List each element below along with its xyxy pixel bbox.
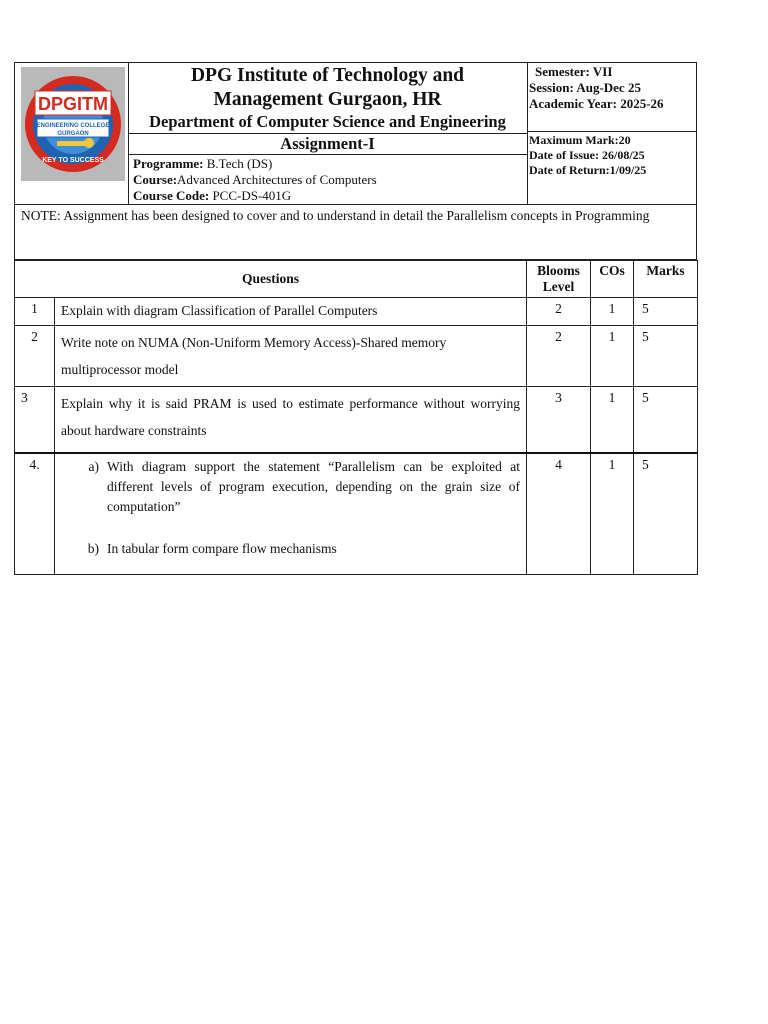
- course-code-value: PCC-DS-401G: [209, 188, 292, 203]
- question-text: Explain with diagram Classification of Parallel Computers: [55, 298, 527, 326]
- assignment-title: Assignment-I: [280, 134, 375, 153]
- header-block: [14, 62, 697, 205]
- question-text: Explain why it is said PRAM is used to estimate performance without worrying about hardware constraints: [55, 387, 527, 453]
- sub-question-text: With diagram support the statement “Parallelism can be exploited at different levels of program execution, depending on the grain size of computation”: [107, 458, 521, 514]
- marks-value: 5: [634, 298, 698, 326]
- divider: [128, 154, 527, 155]
- programme-value: B.Tech (DS): [203, 156, 273, 171]
- question-number: 1: [15, 298, 55, 326]
- blooms-level: 4: [527, 453, 591, 575]
- session-info: [527, 63, 696, 132]
- question-number: 3: [15, 387, 55, 453]
- logo-cell: [15, 63, 129, 204]
- logo-motto: KEY TO SUCCESS: [42, 157, 104, 164]
- marks-header: Marks: [634, 261, 698, 298]
- course-details: [133, 156, 377, 204]
- programme-label: Programme:: [133, 156, 204, 171]
- course-code-label: Course Code:: [133, 188, 210, 203]
- college-logo-emblem: [21, 67, 125, 181]
- cos-value: 1: [591, 326, 634, 387]
- cos-value: 1: [591, 387, 634, 453]
- course-value: Advanced Architectures of Computers: [177, 172, 377, 187]
- blooms-level: 2: [527, 326, 591, 387]
- institute-name-line2: Management Gurgaon, HR: [213, 89, 442, 110]
- sub-question-label: b): [87, 540, 99, 556]
- table-row: [15, 387, 698, 453]
- date-of-return: Date of Return:1/09/25: [529, 163, 647, 177]
- table-row: [15, 298, 698, 326]
- academic-year: Academic Year: 2025-26: [529, 96, 664, 111]
- marks-value: 5: [634, 453, 698, 575]
- sub-question-label: a): [88, 458, 99, 474]
- table-row: [15, 326, 698, 387]
- college-logo: [21, 67, 125, 181]
- cos-value: 1: [591, 453, 634, 575]
- table-header-row: [15, 261, 698, 298]
- marks-value: 5: [634, 387, 698, 453]
- department-name: Department of Computer Science and Engineering: [149, 112, 506, 131]
- programme-line: [133, 156, 377, 172]
- logo-city-text: GURGAON: [57, 131, 89, 137]
- cos-value: 1: [591, 298, 634, 326]
- sub-question-a: [55, 457, 520, 517]
- institute-name: [128, 64, 527, 112]
- blooms-level: 2: [527, 298, 591, 326]
- question-number: 2: [15, 326, 55, 387]
- institute-cell: [128, 63, 528, 204]
- course-line: [133, 172, 377, 188]
- question-text: Write note on NUMA (Non-Uniform Memory Access)-Shared memory multiprocessor model: [55, 326, 527, 387]
- table-row: [15, 453, 698, 575]
- blooms-level: 3: [527, 387, 591, 453]
- sub-question-text: In tabular form compare flow mechanisms: [107, 540, 337, 556]
- sub-question-b: [55, 539, 520, 559]
- date-of-issue: Date of Issue: 26/08/25: [529, 148, 645, 162]
- questions-table: [14, 260, 698, 575]
- institute-name-line1: DPG Institute of Technology and: [190, 65, 465, 86]
- maximum-mark: Maximum Mark:20: [529, 133, 631, 147]
- question-text: [55, 453, 527, 575]
- blooms-level-header: Blooms Level: [527, 261, 591, 298]
- course-label: Course:: [133, 172, 178, 187]
- semester: Semester: VII: [535, 64, 613, 79]
- assignment-note: NOTE: Assignment has been designed to cover and to understand in detail the Parallelism concepts in Programming: [14, 205, 697, 260]
- session-cell: [527, 63, 696, 204]
- cos-header: COs: [591, 261, 634, 298]
- questions-header: Questions: [15, 261, 527, 298]
- question-number: 4.: [15, 453, 55, 575]
- session: Session: Aug-Dec 25: [529, 80, 641, 95]
- course-code-line: [133, 188, 377, 204]
- logo-letters: DPGITM: [38, 94, 108, 114]
- marks-value: 5: [634, 326, 698, 387]
- assignment-sheet: [14, 62, 697, 575]
- logo-band-text: ENGINEERING COLLEGE: [36, 123, 110, 129]
